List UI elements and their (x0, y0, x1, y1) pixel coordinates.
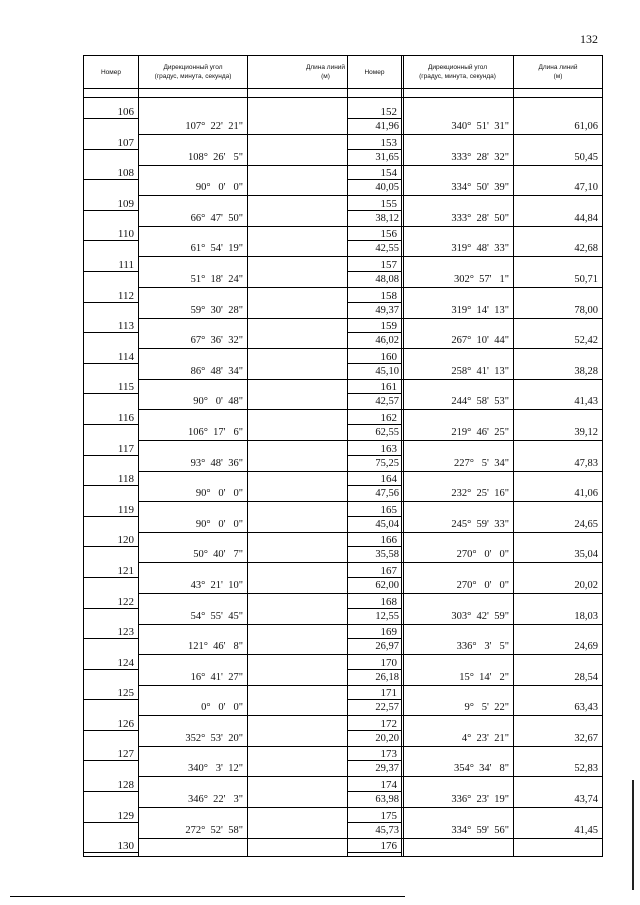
line-length: 35,58 (375, 549, 399, 561)
line-length: 42,55 (375, 243, 399, 255)
point-number: 116 (117, 411, 134, 424)
header-length: Длина линий (м) (538, 64, 578, 80)
row-rule (348, 516, 401, 517)
bearing-angle: 319° 14' 13" (451, 304, 509, 316)
point-number: 118 (117, 473, 134, 486)
line-length: 20,20 (375, 732, 399, 744)
row-rule (84, 179, 138, 180)
row-rule (348, 210, 401, 211)
point-number: 114 (117, 350, 134, 363)
bearing-angle: 50° 40' 7" (193, 549, 243, 561)
table-row (348, 778, 602, 809)
line-length: 63,43 (574, 702, 598, 714)
header-gap-line (348, 97, 602, 98)
table-row (348, 839, 602, 870)
row-rule (348, 455, 401, 456)
bearing-angle: 336° 3' 5" (456, 641, 509, 653)
row-rule (84, 546, 138, 547)
point-number: 173 (380, 748, 397, 761)
bearing-angle: 107° 22' 21" (185, 121, 243, 132)
line-length: 12,55 (375, 610, 399, 622)
point-number: 126 (117, 717, 134, 730)
row-rule (348, 577, 401, 578)
point-number: 120 (117, 534, 134, 547)
line-length: 45,10 (375, 365, 399, 377)
line-length: 26,18 (375, 671, 399, 683)
line-length: 29,37 (375, 763, 399, 775)
line-length: 63,98 (375, 794, 399, 806)
line-length: 50,45 (574, 151, 598, 163)
line-length: 24,65 (574, 518, 598, 530)
row-rule (84, 516, 138, 517)
row-rule (348, 424, 401, 425)
row-rule (348, 791, 401, 792)
row-rule (348, 179, 401, 180)
bearing-angle: 59° 30' 28" (190, 304, 243, 316)
row-rule (348, 393, 401, 394)
line-length: 61,06 (574, 121, 598, 132)
line-length: 62,00 (375, 579, 399, 591)
point-number: 106 (117, 106, 134, 118)
bearing-angle: 121° 46' 8" (187, 641, 243, 653)
row-rule (348, 302, 401, 303)
point-number: 153 (380, 136, 397, 149)
bearing-angle: 51° 18' 24" (190, 273, 243, 285)
bearing-angle: 9° 5' 22" (464, 702, 509, 714)
point-number: 167 (380, 564, 397, 577)
row-rule (84, 760, 138, 761)
row-rule (348, 332, 401, 333)
point-number: 115 (117, 381, 134, 394)
table-row (348, 319, 602, 350)
bearing-angle: 303° 42' 59" (451, 610, 509, 622)
row-rule (84, 363, 138, 364)
row-rule (84, 149, 138, 150)
row-rule (84, 393, 138, 394)
line-length: 22,57 (375, 702, 399, 714)
line-length: 52,83 (574, 763, 598, 775)
point-number: 110 (117, 228, 134, 241)
line-length: 47,10 (574, 182, 598, 194)
bearing-angle: 108° 26' 5" (187, 151, 243, 163)
row-rule (348, 852, 401, 853)
point-number: 174 (380, 779, 397, 792)
line-length: 24,69 (574, 641, 598, 653)
bearing-angle: 270° 0' 0" (456, 579, 509, 591)
header-length: Длина линий (м) (305, 64, 346, 80)
right-coordinates-table (347, 55, 603, 857)
line-length: 40,05 (375, 182, 399, 194)
bearing-angle: 302° 57' 1" (453, 273, 509, 285)
scan-edge-mark (632, 780, 634, 890)
point-number: 170 (380, 656, 397, 669)
table-row (348, 380, 602, 411)
line-length: 31,65 (375, 151, 399, 163)
table-row (348, 472, 602, 503)
row-rule (84, 669, 138, 670)
row-rule (84, 699, 138, 700)
table-row (348, 166, 602, 197)
bearing-angle: 272° 52' 58" (185, 824, 243, 836)
table-row (348, 197, 602, 228)
point-number: 169 (380, 626, 397, 639)
table-row (348, 533, 602, 564)
line-length: 75,25 (375, 457, 399, 469)
table-row (348, 350, 602, 381)
line-length: 41,43 (574, 396, 598, 408)
bearing-angle: 43° 21' 10" (190, 579, 243, 591)
table-row (348, 411, 602, 442)
point-number: 155 (380, 197, 397, 210)
row-rule (84, 852, 138, 853)
table-row (348, 105, 602, 136)
row-rule (348, 118, 401, 119)
bearing-angle: 333° 28' 50" (451, 212, 509, 224)
point-number: 164 (380, 473, 397, 486)
row-rule (348, 149, 401, 150)
row-rule (348, 669, 401, 670)
row-rule (84, 791, 138, 792)
table-row (348, 289, 602, 320)
bearing-angle: 244° 58' 53" (451, 396, 509, 408)
line-length: 41,45 (574, 824, 598, 836)
point-number: 156 (380, 228, 397, 241)
point-number: 128 (117, 779, 134, 792)
line-length: 43,74 (574, 794, 598, 806)
bearing-angle: 93° 48' 36" (190, 457, 243, 469)
bearing-angle: 334° 50' 39" (451, 182, 509, 194)
row-rule (84, 577, 138, 578)
line-length: 52,42 (574, 335, 598, 347)
row-rule (348, 546, 401, 547)
point-number: 117 (117, 442, 134, 455)
bearing-angle: 227° 5' 34" (453, 457, 509, 469)
line-length: 28,54 (574, 671, 598, 683)
table-row (348, 136, 602, 167)
row-rule (84, 485, 138, 486)
point-number: 112 (117, 289, 134, 302)
row-rule (348, 699, 401, 700)
bearing-angle: 61° 54' 19" (190, 243, 243, 255)
bearing-angle: 66° 47' 50" (190, 212, 243, 224)
line-length: 47,83 (574, 457, 598, 469)
point-number: 113 (117, 320, 134, 333)
bearing-angle: 90° 0' 0" (195, 518, 243, 530)
row-rule (84, 118, 138, 119)
bearing-angle: 270° 0' 0" (456, 549, 509, 561)
bearing-angle: 352° 53' 20" (185, 732, 243, 744)
line-length: 49,37 (375, 304, 399, 316)
line-length: 32,67 (574, 732, 598, 744)
point-number: 107 (117, 136, 134, 149)
point-number: 171 (380, 687, 397, 700)
row-rule (348, 608, 401, 609)
bearing-angle (139, 854, 243, 868)
line-length: 35,04 (574, 549, 598, 561)
row-rule (84, 424, 138, 425)
bearing-angle: 354° 34' 8" (453, 763, 509, 775)
point-number: 157 (380, 258, 397, 271)
bearing-angle: 334° 59' 56" (451, 824, 509, 836)
line-length: 50,71 (574, 273, 598, 285)
point-number: 152 (380, 106, 397, 118)
row-rule (348, 760, 401, 761)
line-length: 26,97 (375, 641, 399, 653)
bearing-angle: 333° 28' 32" (451, 151, 509, 163)
bearing-angle: 267° 10' 44" (451, 335, 509, 347)
table-row (348, 686, 602, 717)
line-length: 39,12 (574, 426, 598, 438)
bearing-angle: 219° 46' 25" (451, 426, 509, 438)
table-row (348, 595, 602, 626)
line-length: 46,02 (375, 335, 399, 347)
table-row (348, 227, 602, 258)
table-header (348, 55, 602, 89)
bearing-angle: 340° 51' 31" (451, 121, 509, 132)
row-rule (84, 240, 138, 241)
row-rule (84, 638, 138, 639)
table-row (348, 717, 602, 748)
table-row (348, 564, 602, 595)
point-number: 168 (380, 595, 397, 608)
bearing-angle: 16° 41' 27" (190, 671, 243, 683)
table-row (348, 442, 602, 473)
row-rule (348, 363, 401, 364)
row-rule (348, 638, 401, 639)
bearing-angle: 54° 55' 45" (190, 610, 243, 622)
point-number: 163 (380, 442, 397, 455)
footer-rule (10, 896, 405, 897)
point-number: 121 (117, 564, 134, 577)
point-number: 123 (117, 626, 134, 639)
bearing-angle: 90° 0' 48" (193, 396, 243, 408)
row-rule (84, 332, 138, 333)
row-rule (348, 730, 401, 731)
row-rule (84, 302, 138, 303)
bearing-angle: 4° 23' 21" (461, 732, 509, 744)
row-rule (84, 822, 138, 823)
bearing-angle: 15° 14' 2" (459, 671, 509, 683)
header-angle: Дирекционный угол (градус, минута, секунда) (154, 64, 232, 80)
point-number: 111 (118, 258, 134, 271)
bearing-angle: 90° 0' 0" (195, 488, 243, 500)
point-number: 108 (117, 167, 134, 180)
line-length (514, 854, 598, 868)
bearing-angle: 0° 0' 0" (201, 702, 243, 714)
table-row (348, 625, 602, 656)
line-length: 41,96 (375, 121, 399, 132)
point-number: 160 (380, 350, 397, 363)
bearing-angle: 67° 36' 32" (190, 335, 243, 347)
line-length: 38,28 (574, 365, 598, 377)
point-number: 109 (117, 197, 134, 210)
bearing-angle: 86° 48' 34" (190, 365, 243, 377)
line-length: 78,00 (574, 304, 598, 316)
bearing-angle: 90° 0' 0" (195, 182, 243, 194)
point-number: 158 (380, 289, 397, 302)
point-number: 166 (380, 534, 397, 547)
line-length: 47,56 (375, 488, 399, 500)
row-rule (348, 240, 401, 241)
bearing-angle (402, 854, 509, 868)
bearing-angle: 232° 25' 16" (451, 488, 509, 500)
point-number: 130 (117, 840, 134, 853)
line-length: 38,12 (375, 212, 399, 224)
row-rule (84, 271, 138, 272)
point-number: 172 (380, 717, 397, 730)
bearing-angle: 258° 41' 13" (451, 365, 509, 377)
point-number: 159 (380, 320, 397, 333)
line-length: 18,03 (574, 610, 598, 622)
bearing-angle: 245° 59' 33" (451, 518, 509, 530)
row-rule (348, 271, 401, 272)
point-number: 165 (380, 503, 397, 516)
row-rule (348, 822, 401, 823)
page-number: 132 (580, 32, 598, 46)
row-rule (348, 485, 401, 486)
point-number: 127 (117, 748, 134, 761)
bearing-angle: 336° 23' 19" (451, 794, 509, 806)
point-number: 162 (380, 411, 397, 424)
point-number: 124 (117, 656, 134, 669)
point-number: 119 (117, 503, 134, 516)
table-row (348, 503, 602, 534)
bearing-angle: 346° 22' 3" (187, 794, 243, 806)
header-number: Номер (364, 68, 385, 76)
bearing-angle: 340° 3' 12" (187, 763, 243, 775)
line-length: 45,73 (375, 824, 399, 836)
line-length: 62,55 (375, 426, 399, 438)
point-number: 175 (380, 809, 397, 822)
point-number: 154 (380, 167, 397, 180)
line-length: 42,68 (574, 243, 598, 255)
table-row (348, 656, 602, 687)
row-rule (84, 730, 138, 731)
row-rule (84, 608, 138, 609)
point-number: 125 (117, 687, 134, 700)
point-number: 122 (117, 595, 134, 608)
point-number: 129 (117, 809, 134, 822)
table-row (348, 747, 602, 778)
row-rule (84, 455, 138, 456)
row-rule (84, 210, 138, 211)
line-length: 42,57 (375, 396, 399, 408)
line-length: 44,84 (574, 212, 598, 224)
point-number: 176 (380, 840, 397, 853)
table-row (348, 809, 602, 840)
table-row (348, 258, 602, 289)
line-length: 48,08 (375, 273, 399, 285)
table-rows (348, 105, 602, 870)
point-number: 161 (380, 381, 397, 394)
bearing-angle: 106° 17' 6" (187, 426, 243, 438)
bearing-angle: 319° 48' 33" (451, 243, 509, 255)
line-length: 41,06 (574, 488, 598, 500)
header-number: Номер (100, 68, 121, 76)
line-length: 20,02 (574, 579, 598, 591)
header-angle: Дирекционный угол (градус, минута, секунда) (419, 64, 496, 80)
line-length: 45,04 (375, 518, 399, 530)
